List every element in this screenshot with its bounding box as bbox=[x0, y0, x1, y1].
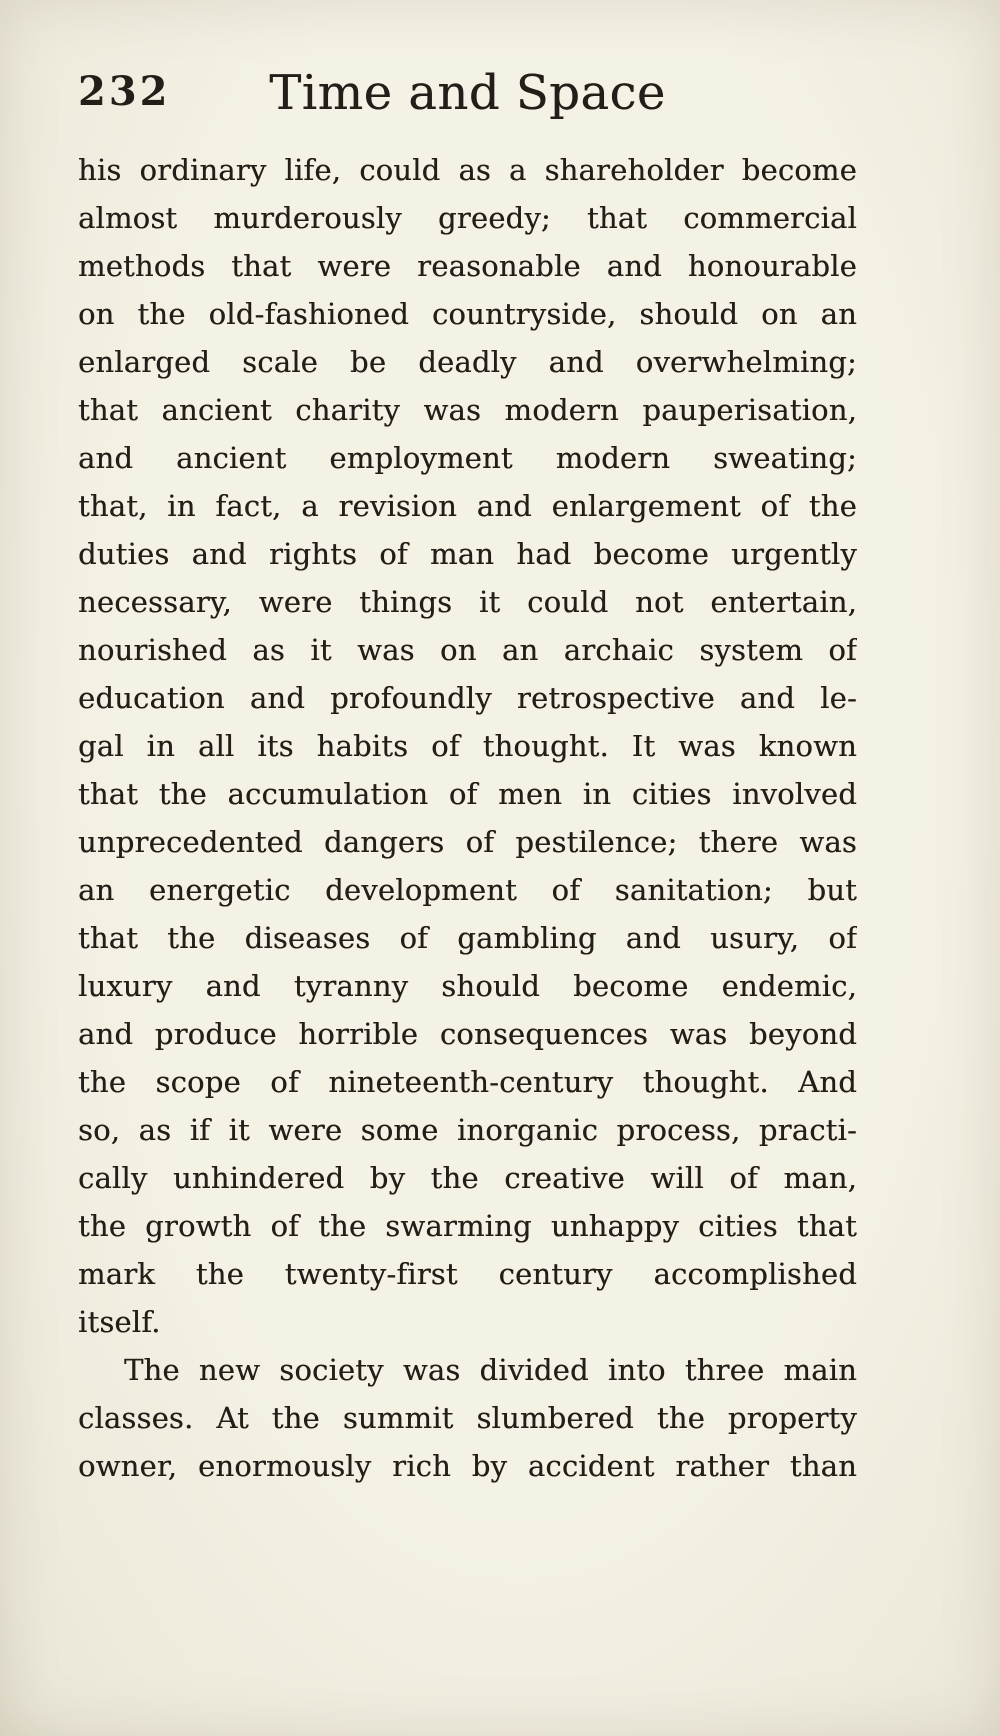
text-line: owner, enormously rich by accident rather than bbox=[78, 1449, 857, 1483]
page-number: 232 bbox=[78, 68, 171, 115]
text-line: itself. bbox=[78, 1305, 161, 1339]
text-line: his ordinary life, could as a shareholder become bbox=[78, 153, 857, 187]
text-line: mark the twenty-first century accomplished bbox=[78, 1257, 857, 1291]
text-line: nourished as it was on an archaic system of bbox=[78, 633, 857, 667]
text-line: that the diseases of gambling and usury, of bbox=[78, 921, 857, 955]
text-line: classes. At the summit slumbered the property bbox=[78, 1401, 857, 1435]
text-line: that the accumulation of men in cities involved bbox=[78, 777, 857, 811]
text-line: an energetic development of sanitation; but bbox=[78, 873, 857, 907]
text-line: necessary, were things it could not entertain, bbox=[78, 585, 857, 619]
text-line: and ancient employment modern sweating; bbox=[78, 441, 857, 475]
text-line: luxury and tyranny should become endemic, bbox=[78, 969, 857, 1003]
text-line: gal in all its habits of thought. It was known bbox=[78, 729, 857, 763]
text-line: duties and rights of man had become urgently bbox=[78, 537, 857, 571]
text-line: education and profoundly retrospective and le- bbox=[78, 681, 857, 715]
text-line: that ancient charity was modern pauperisation, bbox=[78, 393, 857, 427]
text-line: on the old-fashioned countryside, should on an bbox=[78, 297, 857, 331]
body-text bbox=[78, 146, 857, 1490]
paragraph bbox=[78, 146, 857, 1346]
text-line: the growth of the swarming unhappy cities that bbox=[78, 1209, 857, 1243]
text-line: cally unhindered by the creative will of man, bbox=[78, 1161, 857, 1195]
text-line: enlarged scale be deadly and overwhelming; bbox=[78, 345, 857, 379]
text-line: The new society was divided into three main bbox=[124, 1353, 857, 1387]
text-line: that, in fact, a revision and enlargement of the bbox=[78, 489, 857, 523]
text-line: so, as if it were some inorganic process, practi- bbox=[78, 1113, 857, 1147]
paragraph bbox=[78, 1346, 857, 1490]
text-line: almost murderously greedy; that commercial bbox=[78, 201, 857, 235]
running-title: Time and Space bbox=[269, 65, 666, 121]
text-line: methods that were reasonable and honourable bbox=[78, 249, 857, 283]
text-line: unprecedented dangers of pestilence; there was bbox=[78, 825, 857, 859]
page-header bbox=[78, 60, 857, 130]
text-line: the scope of nineteenth-century thought. And bbox=[78, 1065, 857, 1099]
text-line: and produce horrible consequences was beyond bbox=[78, 1017, 857, 1051]
